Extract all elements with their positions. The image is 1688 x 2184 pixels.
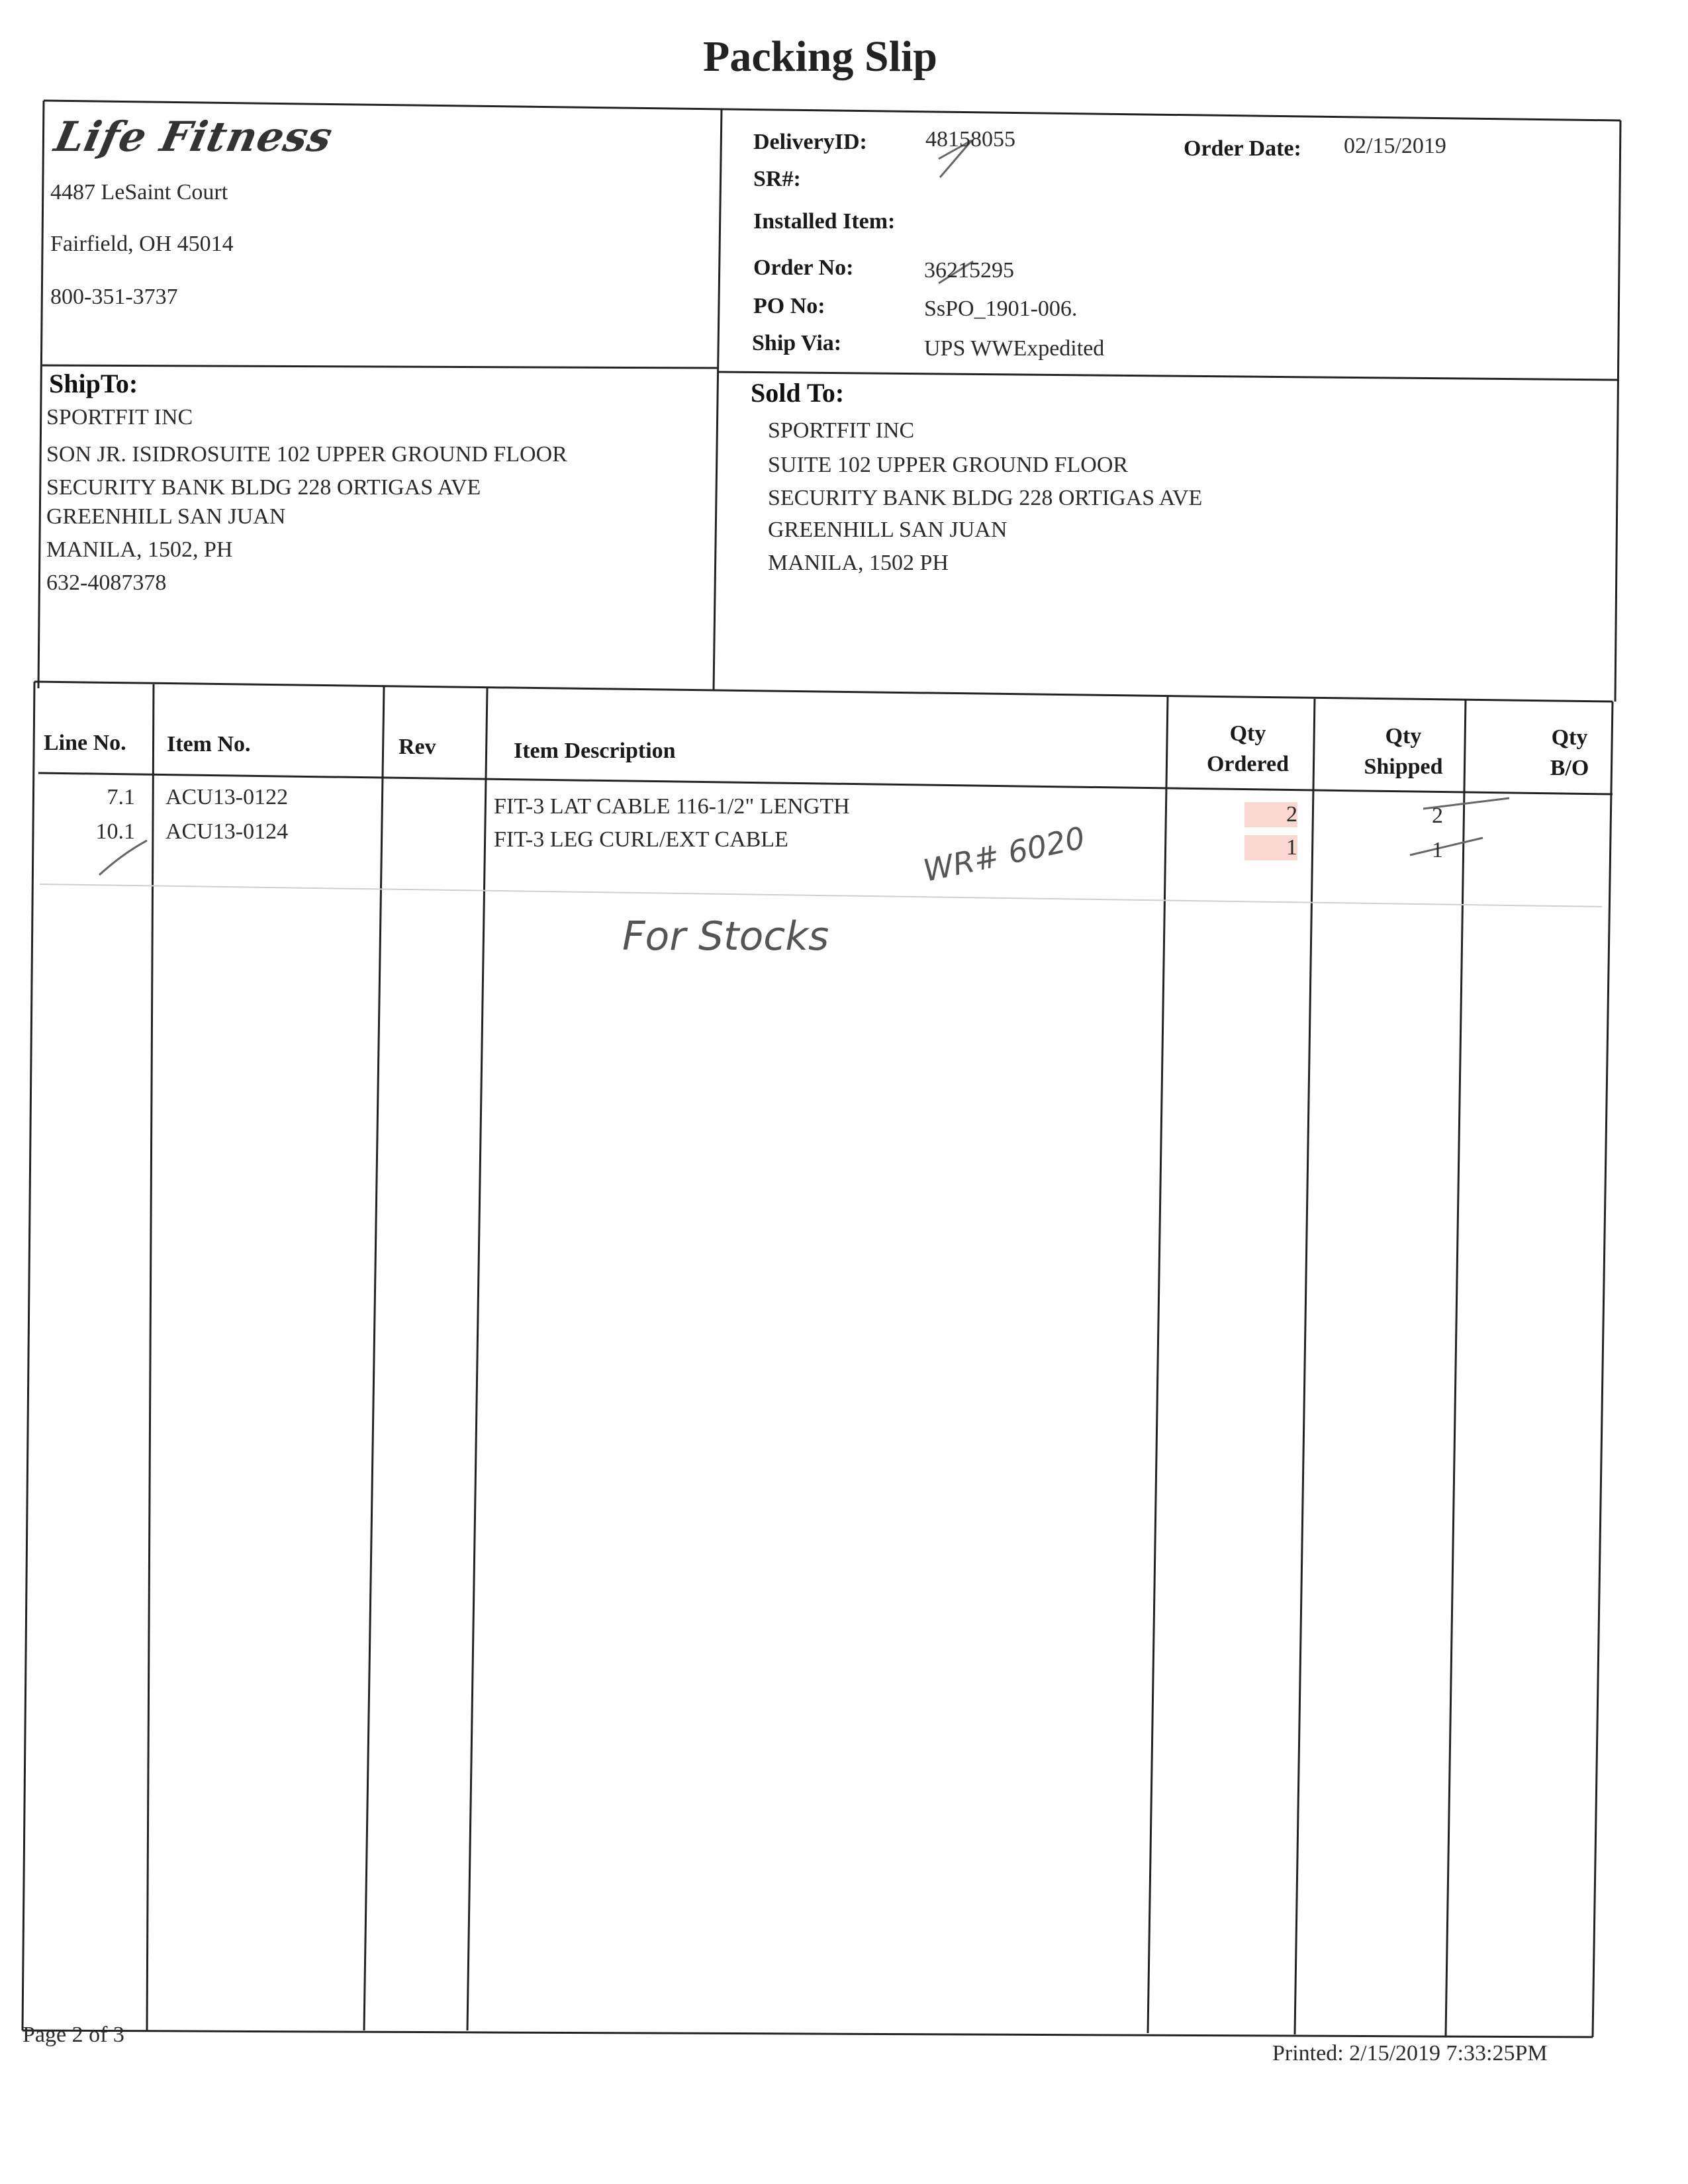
printed-timestamp: Printed: 2/15/2019 7:33:25PM (1272, 2041, 1548, 2066)
installed-item-label: Installed Item: (753, 209, 896, 234)
company-address-line1: 4487 LeSaint Court (50, 180, 228, 205)
header-qty-ordered: Qty Ordered (1206, 721, 1289, 776)
order-no-value: 36215295 (924, 258, 1014, 283)
header-qty-shipped: Qty Shipped (1364, 724, 1443, 779)
row-qty-ordered: 1 (1244, 835, 1297, 860)
ship-to-line: MANILA, 1502, PH (46, 537, 233, 562)
row-qty-ordered: 2 (1244, 802, 1297, 827)
order-no-label: Order No: (753, 255, 854, 280)
sold-to-line: SPORTFIT INC (768, 418, 915, 443)
ship-to-line: GREENHILL SAN JUAN (46, 504, 286, 529)
company-logo: Life Fitness (50, 113, 338, 161)
row-description: FIT-3 LEG CURL/EXT CABLE (494, 827, 788, 852)
company-phone: 800-351-3737 (50, 285, 178, 309)
handwritten-note-wr: WR# 6020 (920, 819, 1088, 889)
header-qty-bo: Qty B/O (1550, 725, 1589, 780)
row-item-no: ACU13-0124 (165, 819, 289, 844)
sold-to-line: SECURITY BANK BLDG 228 ORTIGAS AVE (768, 486, 1203, 510)
ship-to-heading: ShipTo: (49, 369, 138, 398)
header-item-no: Item No. (167, 732, 251, 756)
ship-to-line: SPORTFIT INC (46, 405, 193, 430)
sr-label: SR#: (753, 167, 801, 191)
ship-to-line: SECURITY BANK BLDG 228 ORTIGAS AVE (46, 475, 481, 500)
handwritten-note-stocks: For Stocks (622, 913, 829, 960)
row-item-no: ACU13-0122 (165, 785, 289, 809)
sold-to-line: SUITE 102 UPPER GROUND FLOOR (768, 453, 1129, 477)
delivery-id-label: DeliveryID: (753, 130, 867, 154)
header-line-no: Line No. (44, 731, 126, 755)
ship-to-line: SON JR. ISIDROSUITE 102 UPPER GROUND FLOOR (46, 442, 567, 467)
row-line-no: 10.1 (95, 819, 135, 844)
header-item-description: Item Description (514, 739, 676, 763)
row-qty-shipped: 2 (1432, 803, 1443, 828)
row-qty-shipped: 1 (1432, 838, 1443, 862)
ship-via-value: UPS WWExpedited (924, 336, 1105, 361)
ship-to-line: 632-4087378 (46, 570, 167, 595)
ship-via-label: Ship Via: (752, 331, 842, 355)
sold-to-line: MANILA, 1502 PH (768, 551, 949, 575)
sold-to-heading: Sold To: (751, 378, 845, 408)
company-address-line2: Fairfield, OH 45014 (50, 232, 234, 256)
sold-to-line: GREENHILL SAN JUAN (768, 518, 1008, 542)
row-description: FIT-3 LAT CABLE 116-1/2" LENGTH (494, 794, 850, 819)
po-no-value: SsPO_1901-006. (924, 296, 1078, 321)
page-title: Packing Slip (703, 32, 937, 81)
header-rev: Rev (399, 735, 436, 759)
row-line-no: 7.1 (107, 785, 135, 809)
delivery-id-value: 48158055 (925, 127, 1015, 152)
order-date-label: Order Date: (1184, 136, 1301, 161)
page-number: Page 2 of 3 (23, 2023, 124, 2047)
po-no-label: PO No: (753, 294, 825, 318)
order-date-value: 02/15/2019 (1344, 134, 1446, 158)
